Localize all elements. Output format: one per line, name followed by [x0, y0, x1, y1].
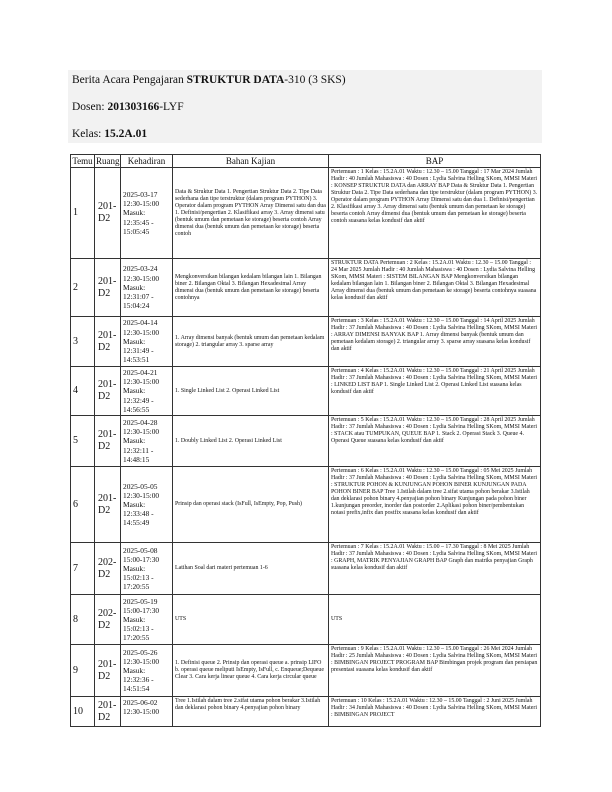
cell-bap: Pertemuan : 7 Kelas : 15.2A.01 Waktu : 15.00 – 17.30 Tanggal : 8 Mei 2025 Jumlah Hadir : 37 Jumlah Mahasiswa : 40 Dosen : Lydia Salvina Helling SKom, MMSI Materi : GRAPH, MATRIK PENYAJIAN GRAPH BAP Graph dan matriks penyajian Graph suasana kelas kondusif dan aktif [329, 543, 541, 595]
cell-ruang: 201-D2 [95, 168, 121, 259]
cell-temu: 8 [71, 595, 95, 645]
cell-bap: Pertemuan : 4 Kelas : 15.2A.01 Waktu : 12.30 – 15.00 Tanggal : 21 April 2025 Jumlah Hadir : 37 Jumlah Mahasiswa : 40 Dosen : Lydia Salvina Helling SKom, MMSI Materi : LINKED LIST BAP 1. Single Linked List 2. Operasi Linked List suasana kelas kondusif dan aktif [329, 367, 541, 416]
cell-bahan-kajian: 1. Definisi queue 2. Prinsip dan operasi queue a. prinsip LIFO b. operasi queue meliputi IsEmpty, IsFull, c. Enqueue;Dequeue Clear 3. Cara kerja linear queue 4. Cara kerja circular queue [173, 645, 329, 697]
cell-bahan-kajian: Latihan Soal dari materi pertemuan 1-6 [173, 543, 329, 595]
cell-bap: Pertemuan : 1 Kelas : 15.2A.01 Waktu : 12.30 – 15.00 Tanggal : 17 Mar 2024 Jumlah Hadir : 40 Jumlah Mahasiswa : 40 Dosen : Lydia Salvina Helling SKom, MMSI Materi : KONSEP STRUKTUR DATA dan ARRAY BAP Data & Struktur Data 1. Pengertian Struktur Data 2. Tipe Data sederhana dan tipe terstruktur (dalam program PYTHON) 3. Operator dalam program PYTHON Array Dimensi satu dan dua 1. Definisi/pengertian 2. Klasifikasi array 3. Array dimensi satu (bentuk umum dan pemetaan ke storage) beserta contoh Array dimensi dua (bentuk umum dan pemetaan ke storage) beserta contoh suasana kelas kondusif dan aktif [329, 168, 541, 259]
table-row [71, 259, 541, 317]
kelas-line [72, 127, 147, 141]
cell-temu: 7 [71, 543, 95, 595]
cell-bap: Pertemuan : 10 Kelas : 15.2A.01 Waktu : 12.30 – 15.00 Tanggal : 2 Juni 2025 Jumlah Hadir : 34 Jumlah Mahasiswa : 40 Dosen : Lydia Salvina Helling SKom, MMSI Materi : BIMBINGAN PROJECT [329, 697, 541, 727]
cell-bahan-kajian: Data & Struktur Data 1. Pengertian Struktur Data 2. Tipe Data sederhana dan tipe terstruktur (dalam program PYTHON) 3. Operator dalam program PYTHON Array Dimensi satu dan dua 1. Definisi/pengertian 2. Klasifikasi array 3. Array dimensi satu (bentuk umum dan pemetaan ke storage) beserta contoh Array dimensi dua (bentuk umum dan pemetaan ke storage) beserta contoh [173, 168, 329, 259]
cell-temu: 9 [71, 645, 95, 697]
document-header [68, 70, 542, 143]
cell-ruang: 201-D2 [95, 467, 121, 543]
cell-bahan-kajian: 1. Doubly Linked List 2. Operasi Linked List [173, 416, 329, 467]
cell-bap: Pertemuan : 6 Kelas : 15.2A.01 Waktu : 12.30 – 15.00 Tanggal : 05 Mei 2025 Jumlah Hadir : 37 Jumlah Mahasiswa : 40 Dosen : Lydia Salvina Helling SKom, MMSI Materi : STRUKTUR POHON & KUNJUNGAN POHON BINER KUNJUNGAN PADA POHON BINER BAP Tree 1.Istilah dalam tree 2.sifat utama pohon berakar 3.Istilah dan deklarasi pohon binary 4.penyajian pohon binary Kunjungan pada pohon biner 1.kunjungan preorder, inorder dan postorder 2.Aplikasi pohon biner/pembentukan notasi prefix,infix dan postfix suasana kelas kondusif dan aktif [329, 467, 541, 543]
bap-table [70, 154, 541, 727]
cell-kehadiran: 2025-05-05 12:30-15:00 Masuk: 12:33:48 - 14:55:49 [121, 467, 173, 543]
dosen-id: 201303166 [107, 101, 160, 113]
table-row [71, 595, 541, 645]
cell-temu: 10 [71, 697, 95, 727]
table-row [71, 168, 541, 259]
table-row [71, 543, 541, 595]
header-bahan-kajian: Bahan Kajian [173, 155, 329, 168]
cell-bap: UTS [329, 595, 541, 645]
cell-temu: 4 [71, 367, 95, 416]
cell-kehadiran: 2025-03-17 12:30-15:00 Masuk: 12:35:45 - 15:05:45 [121, 168, 173, 259]
cell-ruang: 202-D2 [95, 543, 121, 595]
table-row [71, 416, 541, 467]
header-bap: BAP [329, 155, 541, 168]
cell-ruang: 201-D2 [95, 697, 121, 727]
cell-temu: 2 [71, 259, 95, 317]
cell-ruang: 201-D2 [95, 317, 121, 367]
cell-temu: 6 [71, 467, 95, 543]
cell-temu: 3 [71, 317, 95, 367]
cell-kehadiran: 2025-06-02 12:30-15:00 [121, 697, 173, 727]
dosen-line [72, 100, 184, 114]
cell-kehadiran: 2025-04-28 12:30-15:00 Masuk: 12:32:11 - 14:48:15 [121, 416, 173, 467]
cell-kehadiran: 2025-03-24 12:30-15:00 Masuk: 12:31:07 - 15:04:24 [121, 259, 173, 317]
cell-bahan-kajian: UTS [173, 595, 329, 645]
table-header-row [71, 155, 541, 168]
cell-bahan-kajian: Mengkonversikan bilangan kedalam bilangan lain 1. Bilangan biner 2. Bilangan Oktal 3. Bilangan Hexadesimal Array dimensi dua (bentuk umum dan pemetaan ke storage) beserta contohnya [173, 259, 329, 317]
header-kehadiran: Kehadiran [121, 155, 173, 168]
cell-ruang: 201-D2 [95, 367, 121, 416]
cell-kehadiran: 2025-04-14 12:30-15:00 Masuk: 12:31:49 - 14:53:51 [121, 317, 173, 367]
cell-ruang: 201-D2 [95, 259, 121, 317]
cell-bahan-kajian: 1. Array dimensi banyak (bentuk umum dan pemetaan kedalam storage) 2. triangular array 3. sparse array [173, 317, 329, 367]
cell-kehadiran: 2025-05-08 15:00-17:30 Masuk: 15:02:13 - 17:20:55 [121, 543, 173, 595]
dosen-label: Dosen: [72, 101, 108, 113]
cell-bahan-kajian: Prinsip dan operasi stack (IsFull, IsEmpty, Pop, Push) [173, 467, 329, 543]
kelas-value: 15.2A.01 [104, 128, 148, 140]
kelas-label: Kelas: [72, 128, 105, 140]
course-title-line [72, 73, 346, 87]
cell-kehadiran: 2025-04-21 12:30-15:00 Masuk: 12:32:49 - 14:56:55 [121, 367, 173, 416]
cell-temu: 1 [71, 168, 95, 259]
title-prefix: Berita Acara Pengajaran [72, 74, 187, 86]
table-row [71, 697, 541, 727]
cell-bahan-kajian: 1. Single Linked List 2. Operasi Linked List [173, 367, 329, 416]
cell-bap: Pertemuan : 3 Kelas : 15.2A.01 Waktu : 12.30 – 15.00 Tanggal : 14 April 2025 Jumlah Hadir : 37 Jumlah Mahasiswa : 40 Dosen : Lydia Salvina Helling SKom, MMSI Materi : ARRAY DIMENSI BANYAK BAP 1. Array dimensi banyak (bentuk umum dan pemetaan kedalam storage) 2. triangular array 3. sparse array suasana kelas kondusif dan aktif [329, 317, 541, 367]
cell-ruang: 201-D2 [95, 416, 121, 467]
cell-bahan-kajian: Tree 1.Istilah dalam tree 2.sifat utama pohon berakar 3.Istilah dan deklarasi pohon binary 4.penyajian pohon binary [173, 697, 329, 727]
cell-bap: Pertemuan : 9 Kelas : 15.2A.01 Waktu : 12.30 – 15.00 Tanggal : 26 Mei 2024 Jumlah Hadir : 25 Jumlah Mahasiswa : 40 Dosen : Lydia Salvina Helling SKom, MMSI Materi : BIMBINGAN PROJECT PROGRAM BAP Bimbingan projek program dan persiapan presentasi suasana kelas kondusif dan aktif [329, 645, 541, 697]
header-ruang: Ruang [96, 156, 120, 166]
table-row [71, 467, 541, 543]
cell-kehadiran: 2025-05-19 15:00-17:30 Masuk: 15:02:13 - 17:20:55 [121, 595, 173, 645]
course-suffix: -310 (3 SKS) [284, 74, 346, 86]
cell-bap: Pertemuan : 5 Kelas : 15.2A.01 Waktu : 12.30 – 15.00 Tanggal : 28 April 2025 Jumlah Hadir : 37 Jumlah Mahasiswa : 40 Dosen : Lydia Salvina Helling SKom, MMSI Materi : STACK atau TUMPUKAN, QUEUE BAP 1. Stack 2. Operasi Stack 3. Queue 4. Operasi Queue suasana kelas kondusif dan aktif [329, 416, 541, 467]
header-temu: Temu [72, 156, 93, 166]
cell-temu: 5 [71, 416, 95, 467]
table-row [71, 645, 541, 697]
cell-ruang: 201-D2 [95, 645, 121, 697]
table-row [71, 367, 541, 416]
course-name: STRUKTUR DATA [186, 74, 285, 86]
cell-ruang: 202-D2 [95, 595, 121, 645]
cell-bap: STRUKTUR DATA Pertemuan : 2 Kelas : 15.2A.01 Waktu : 12.30 – 15.00 Tanggal : 24 Mar 2025 Jumlah Hadir : 40 Jumlah Mahasiswa : 40 Dosen : Lydia Salvina Helling SKom, MMSI Materi : SISTEM BILANGAN BAP Mengkonversikan bilangan kedalam bilangan lain 1. Bilangan biner 2. Bilangan Oktal 3. Bilangan Hexadesimal Array dimensi dua (bentuk umum dan pemetaan ke storage) beserta contohnya suasana kelas kondusif dan aktif [329, 259, 541, 317]
table-row [71, 317, 541, 367]
dosen-suffix: -LYF [159, 101, 184, 113]
cell-kehadiran: 2025-05-26 12:30-15:00 Masuk: 12:32:36 - 14:51:54 [121, 645, 173, 697]
